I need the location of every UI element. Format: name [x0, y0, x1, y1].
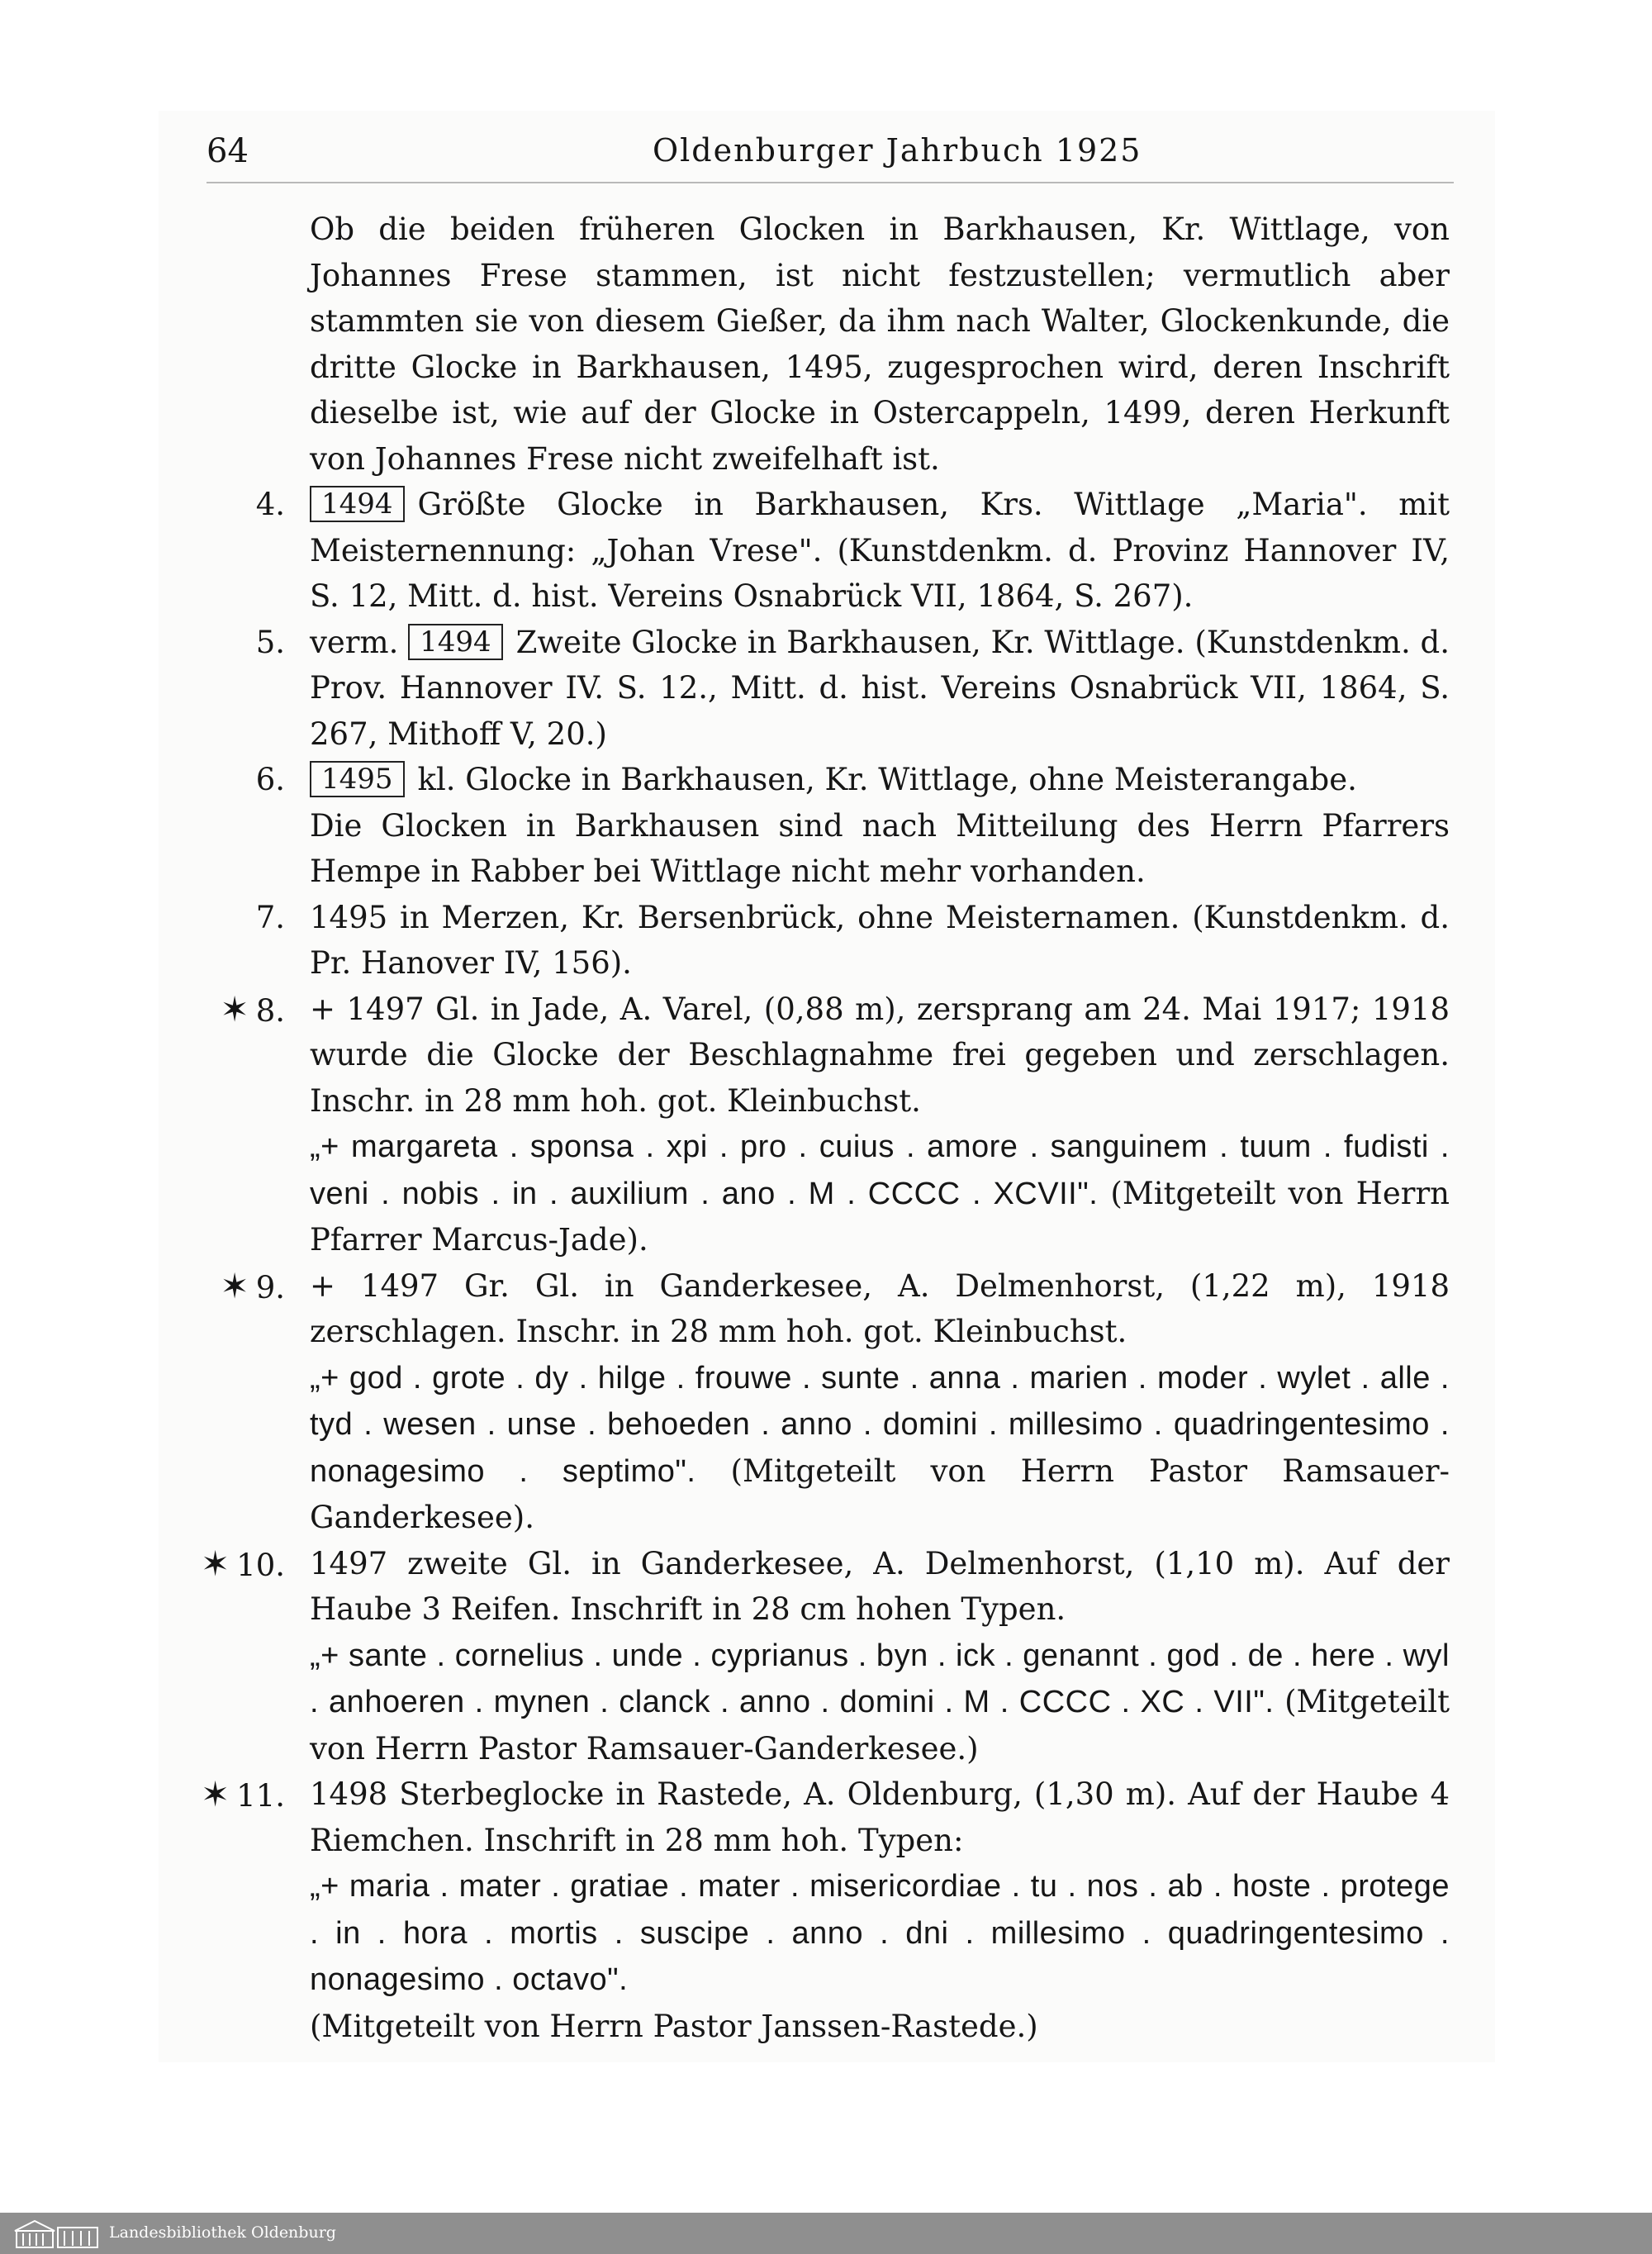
entry-body: [310, 1771, 1450, 2049]
entry-number: 5.: [255, 624, 285, 660]
entry-item: [255, 482, 1450, 620]
entry-number: 6.: [255, 762, 285, 797]
entry-body: [310, 620, 1450, 758]
entry-item: [220, 1263, 1450, 1541]
intro-paragraph: Ob die beiden früheren Glocken in Barkhausen, Kr. Wittlage, von Johannes Frese stammen, ist nicht festzustellen; vermutlich aber stammten sie von diesem Gießer, da ihm nach Walter, Glockenkunde, die dritte Glocke in Barkhausen, 1495, zugesprochen wird, deren Inschrift dieselbe ist, wie auf der Glocke in Ostercappeln, 1499, deren Herkunft von Johannes Frese nicht zweifelhaft ist.: [310, 212, 1450, 477]
entry-credit: (Mitgeteilt von Herrn Pastor Janssen-Rastede.): [310, 2008, 1038, 2044]
entry-marker: [194, 895, 285, 941]
entry-item: [255, 620, 1450, 758]
running-title: Oldenburger Jahrbuch 1925: [653, 132, 1142, 169]
star-icon: ✶: [200, 1543, 230, 1584]
entry-text: 1497 zweite Gl. in Ganderkesee, A. Delmenhorst, (1,10 m). Auf der Haube 3 Reifen. Inschrift in 28 cm hohen Typen.: [310, 1545, 1450, 1627]
footer-bar: [0, 2213, 1652, 2254]
bell-inscription: „+ sante . cornelius . unde . cyprianus . byn . ick . genannt . god . de . here . wyl . anhoeren . mynen . clanck . anno . domini . M . CCCC . XC . VII".: [310, 1638, 1450, 1719]
boxed-year: 1494: [408, 624, 503, 660]
entry-text: Größte Glocke in Barkhausen, Krs. Wittlage „Maria". mit Meisternennung: „Johan Vrese". (Kunstdenkm. d. Provinz Hannover IV, S. 12, Mitt. d. hist. Vereins Osnabrück VII, 1864, S. 267).: [310, 487, 1450, 614]
entry-body: [310, 1263, 1450, 1541]
entry-credit: (Mitgeteilt von Herrn Pastor Ramsauer-Ganderkesee).: [310, 1453, 1450, 1535]
entry-item: [200, 1541, 1450, 1772]
page-header: [206, 132, 1462, 178]
entry-body: [310, 757, 1450, 895]
entry-number: 4.: [255, 487, 285, 522]
entry-item: [255, 757, 1450, 895]
bell-inscription: „+ margareta . sponsa . xpi . pro . cuius . amore . sanguinem . tuum . fudisti . veni . nobis . in . auxilium . ano . M . CCCC . XCVII".: [310, 1129, 1450, 1211]
star-icon: ✶: [200, 1774, 230, 1814]
entry-text: kl. Glocke in Barkhausen, Kr. Wittlage, ohne Meisterangabe.: [417, 762, 1357, 797]
entry-item: [255, 895, 1450, 987]
entry-body: [310, 895, 1450, 987]
entry-credit: (Mitgeteilt von Herrn Pastor Ramsauer-Ganderkesee.): [310, 1684, 1450, 1767]
entry-body: [310, 987, 1450, 1263]
header-rule: [206, 182, 1454, 183]
entry-number: 10.: [236, 1547, 285, 1583]
entry-body: [310, 482, 1450, 620]
entry-text: + 1497 Gl. in Jade, A. Varel, (0,88 m), zersprang am 24. Mai 1917; 1918 wurde die Glocke der Beschlagnahme frei gegeben und zerschlagen. Inschr. in 28 mm hoh. got. Kleinbuchst.: [310, 991, 1450, 1119]
entry-marker: [194, 620, 285, 666]
page-number: 64: [206, 132, 249, 170]
entry-number: 11.: [236, 1778, 285, 1814]
entry-text: 1498 Sterbeglocke in Rastede, A. Oldenburg, (1,30 m). Auf der Haube 4 Riemchen. Inschrift in 28 mm hoh. Typen:: [310, 1776, 1450, 1858]
library-building-icon: [12, 2218, 102, 2249]
entry-note: Die Glocken in Barkhausen sind nach Mitteilung des Herrn Pfarrers Hempe in Rabber bei Wittlage nicht mehr vorhanden.: [310, 807, 1450, 889]
entry-list: [200, 482, 1450, 2049]
entry-marker: [194, 482, 285, 528]
entry-marker: [194, 987, 285, 1034]
entry-number: 8.: [255, 992, 285, 1029]
page-content: [200, 207, 1450, 2049]
star-icon: ✶: [220, 988, 249, 1030]
entry-text: Zweite Glocke in Barkhausen, Kr. Wittlage. (Kunstdenkm. d. Prov. Hannover IV. S. 12., Mitt. d. hist. Vereins Osnabrück VII, 1864, S. 267, Mithoff V, 20.): [310, 624, 1450, 752]
entry-number: 9.: [255, 1269, 285, 1305]
entry-marker: [194, 1263, 285, 1311]
entry-credit: (Mitgeteilt von Herrn Pfarrer Marcus-Jade).: [310, 1175, 1450, 1258]
entry-marker: [194, 1771, 285, 1819]
entry-marker: [194, 757, 285, 803]
library-name: Landesbibliothek Oldenburg: [109, 2223, 336, 2242]
bell-inscription: „+ maria . mater . gratiae . mater . misericordiae . tu . nos . ab . hoste . protege . in . hora . mortis . suscipe . anno . dni . millesimo . quadringentesimo . nonagesimo . octavo".: [310, 1869, 1450, 1997]
entry-item: [200, 1771, 1450, 2049]
boxed-year: 1495: [310, 761, 405, 797]
entry-prefix: verm.: [310, 624, 399, 660]
boxed-year: 1494: [310, 486, 405, 522]
star-icon: ✶: [220, 1265, 249, 1306]
entry-text: + 1497 Gr. Gl. in Ganderkesee, A. Delmenhorst, (1,22 m), 1918 zerschlagen. Inschr. in 28 mm hoh. got. Kleinbuchst.: [310, 1267, 1450, 1349]
entry-body: [310, 1541, 1450, 1772]
entry-item: [220, 987, 1450, 1263]
entry-text: 1495 in Merzen, Kr. Bersenbrück, ohne Meisternamen. (Kunstdenkm. d. Pr. Hanover IV, 156).: [310, 899, 1450, 981]
bell-inscription: „+ god . grote . dy . hilge . frouwe . sunte . anna . marien . moder . wylet . alle . tyd . wesen . unse . behoeden . anno . domini . millesimo . quadringentesimo . nonagesimo . septimo".: [310, 1360, 1450, 1489]
entry-number: 7.: [255, 899, 285, 935]
entry-marker: [194, 1541, 285, 1589]
